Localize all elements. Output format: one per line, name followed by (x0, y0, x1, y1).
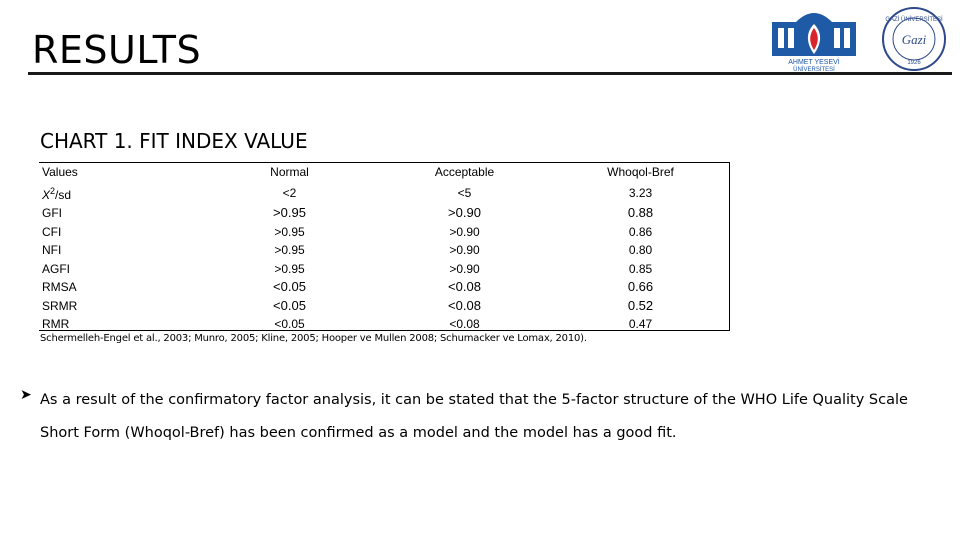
cell-acceptable: <0.08 (448, 279, 481, 294)
cell-acceptable: >0.90 (449, 261, 480, 276)
table-row (39, 204, 729, 223)
cell-acceptable: <0.08 (449, 317, 480, 331)
cell-normal: >0.95 (273, 205, 306, 220)
title-divider (28, 72, 952, 75)
fit-index-table (39, 162, 730, 331)
cell-whoqol: 0.47 (628, 317, 653, 331)
cell-normal: <2 (282, 185, 297, 200)
header-values: Values (42, 165, 78, 179)
header-whoqol: Whoqol-Bref (607, 165, 674, 179)
row-label: NFI (42, 243, 62, 257)
cell-normal: <0.05 (273, 279, 306, 294)
reference-citation: Schermelleh-Engel et al., 2003; Munro, 2005; Kline, 2005; Hooper ve Mullen 2008; Schumacker ve Lomax, 2010). (40, 333, 587, 344)
cell-acceptable: >0.90 (448, 205, 481, 220)
cell-normal: >0.95 (274, 261, 305, 276)
conclusion-text: As a result of the confirmatory factor analysis, it can be stated that the 5-factor structure of the WHO Life Quality Scale Short Form (Whoqol-Bref) has been confirmed as a model and the model has a good fit. (40, 392, 908, 441)
table-header-row (39, 163, 729, 182)
cell-whoqol: 0.52 (627, 297, 654, 313)
logo-gazi-name: GAZİ ÜNİVERSİTESİ (885, 17, 943, 23)
label-rest: /sd (55, 187, 72, 202)
table-row (39, 241, 729, 260)
row-label: SRMR (42, 298, 78, 313)
cell-whoqol: 0.80 (628, 243, 653, 257)
cell-whoqol: 0.86 (628, 224, 653, 239)
cell-acceptable: >0.90 (449, 243, 480, 257)
label-sup: 2 (50, 185, 56, 196)
row-label: AGFI (42, 261, 71, 276)
chart-title: CHART 1. FIT INDEX VALUE (40, 129, 308, 153)
table-row (39, 278, 729, 297)
cell-whoqol: 0.88 (627, 205, 654, 220)
logo-gazi-year: 1926 (907, 60, 921, 66)
cell-whoqol: 0.85 (628, 261, 653, 276)
page-title: RESULTS (32, 28, 202, 72)
cell-acceptable: <5 (457, 185, 472, 200)
row-label: RMSA (42, 280, 77, 294)
cell-normal: >0.95 (274, 243, 305, 257)
cell-whoqol: 3.23 (628, 185, 653, 200)
table-row (39, 315, 729, 334)
cell-acceptable: <0.08 (448, 297, 481, 313)
cell-normal: >0.95 (274, 224, 305, 239)
label-base: X (42, 187, 51, 202)
logo-ahmet-line1: AHMET YESEVİ (788, 59, 840, 66)
table-row (39, 223, 729, 242)
table-row (39, 260, 729, 279)
header-acceptable: Acceptable (434, 165, 495, 179)
row-label: CFI (42, 224, 62, 239)
row-label (39, 182, 202, 205)
cell-normal: <0.05 (274, 317, 305, 331)
gazi-university-seal (874, 6, 954, 72)
table-row (39, 297, 729, 316)
cell-normal: <0.05 (273, 297, 306, 313)
row-label: RMR (42, 317, 70, 331)
header-normal: Normal (270, 165, 309, 179)
arrow-bullet-icon: ➤ (20, 386, 32, 402)
cell-whoqol: 0.66 (627, 279, 654, 294)
svg-text:Gazi: Gazi (901, 32, 927, 47)
table-row (39, 182, 729, 205)
row-label: GFI (42, 206, 62, 220)
logo-ahmet-line2: ÜNİVERSİTESİ (793, 67, 835, 72)
ahmet-yesevi-logo (766, 8, 862, 72)
cell-acceptable: >0.90 (449, 224, 480, 239)
